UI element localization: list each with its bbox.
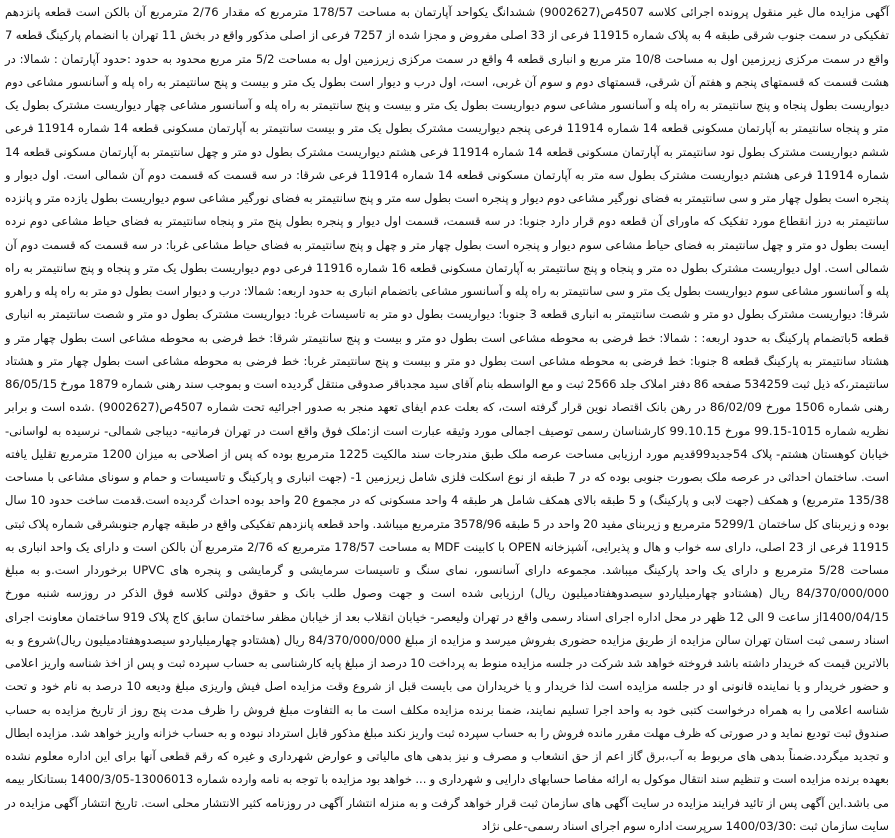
auction-notice-text: آگهی مزایده مال غیر منقول پرونده اجرائی کلاسه 4507ص(9002627) ششدانگ یکواحد آپارتمان به مساحت 178/57 مترمربع که مقدار 2/76 مترمربع آن بالکن است قطعه پانزدهم تفکیکی در سمت جنوب شرقی طبقه 4 به پلاک شماره 11915 فرعی از 33 اصلی مفروض و مجزا شده از 7257 فرعی از اصلی مذکور واقع در بخش 11 تهران با انضمام پارکینگ قطعه 7 واقع در سمت مرکزی زیرزمین اول به مساحت 10/8 متر مربع و انباری قطعه 4 واقع در سمت مرکزی زیرزمین اول به مساحت 5/2 متر مربع محدود به حدود :حدود آپارتمان : شمالا: در هشت قسمت که قسمتهای پنجم و هفتم آن شرقی، قسمتهای دوم و سوم آن غربی، است، اول درب و دیوار است بطول یک متر و بیست و پنج سانتیمتر به راه پله و آسانسور مشاعی دوم دیواریست بطول پنجاه و پنج سانتیمتر به راه پله و آسانسور مشاعی سوم دیواریست بطول یک متر و بیست و پنج سانتیمتر به راه پله و آسانسور مشاعی چهار دیواریست مشترک بطول یک متر و پنجاه سانتیمتر به آپارتمان مسکونی قطعه 14 شماره 11914 فرعی پنجم دیواریست مشترک بطول یک متر و بیست سانتیمتر به آپارتمان مسکونی قطعه 14 شماره 11914 فرعی ششم دیواریست مشترک بطول نود سانتیمتر به آپارتمان مسکونی قطعه 14 شماره 11914 فرعی هشتم دیواریست مشترک بطول دو متر و چهل سانتیمتر به آپارتمان مسکونی قطعه 14 شماره 11914 فرعی هشتم دیواریست مشترک بطول سه متر به آپارتمان مسکونی قطعه 14 شماره 11914 فرعی شرقا: در سه قسمت که قسمت دوم آن شمالی است. اول دیوار و پنجره است بطول چهار متر و سی سانتیمتر به فضای نورگیر مشاعی دوم دیوار و پنجره است بطول سه متر و پنج سانتیمتر به فضای نورگیر مشاعی سوم دیواریست بطول یازده متر و پانزده سانتیمتر به درز انقطاع مورد تفکیک که ماورای آن قطعه دوم قرار دارد جنوبا: در سه قسمت، قسمت اول دیوار و پنجره بطول پنج متر و پنجاه سانتیمتر به فضای حیاط مشاعی دوم نرده ایست بطول دو متر و چهل سانتیمتر به فضای حیاط مشاعی سوم دیوار و پنجره است بطول چهار متر و چهل و پنج سانتیمتر به فضای حیاط مشاعی غربا: در سه قسمت که قسمت دوم آن شمالی است. اول دیواریست مشترک بطول ده متر و پنجاه و پنج سانتیمتر به آپارتمان مسکونی قطعه 16 شماره 11916 فرعی دوم دیواریست بطول یک متر و پنجاه و پنج سانتیمتر به راه پله و آسانسور مشاعی سوم دیواریست بطول یک متر و سی سانتیمتر به راه پله و آسانسور مشاعی باتضمام انباری به حدود اربعه: شمالا: درب و دیوار است بطول دو متر به راه پله و راهرو شرقا: دیواریست مشترک بطول دو متر و شصت سانتیمتر به انباری قطعه 3 جنوبا: دیواریست بطول دو متر به تاسیسات غربا: دیواریست مشترک بطول دو متر و شصت سانتیمتر به انباری قطعه 5باتضمام پارکینگ به حدود اربعه: : شمالا: خط فرضی به محوطه مشاعی است بطول دو متر و بیست و پنج سانتیمتر شرقا: خط فرضی به محوطه مشاعی است بطول چهار متر و هشتاد سانتیمتر به پارکینگ قطعه 8 جنوبا: خط فرضی به محوطه مشاعی است بطول دو متر و بیست و پنج سانتیمتر غربا: خط فرضی به محوطه مشاعی است بطول چهار متر و هشتاد سانتیمتر،که ذیل ثبت 534259 صفحه 86 دفتر املاک جلد 2566 ثبت و مع الواسطه بنام آقای سید مجدباقر صدوقی منتقل گردیده است و بموجب سند رهنی شماره 1879 مورخ 86/05/15 رهنی شماره 1506 مورخ 86/02/09 در رهن بانک اقتصاد نوین قرار گرفته است، که بعلت عدم ایفای تعهد منجر به صدور اجرائیه تحت شماره 4507ص(9002627) .شده است و برابر نظریه شماره 1015-99.15 مورخ 99.10.15 کارشناسان رسمی توصیف اجمالی مورد وثیقه عبارت است از:ملک فوق واقع است در تهران فرمانیه- دیباجی شمالی- نرسیده به لواسانی- خیابان کوهستان هشتم- پلاک 54جدید99قدیم مورد ارزیابی مساحت عرصه ملک طبق مندرجات سند مالکیت 1225 مترمربع بوده که پس از اصلاحی به میزان 1200 مترمربع تقلیل یافته است. ساختمان احداثی در عرصه ملک بصورت جنوبی بوده که در 7 طبقه از نوع اسکلت فلزی شامل زیرزمین 1- (جهت انباری و پارکینگ و تاسیسات و حمام و سونای مشاعی با مساحت 135/38 مترمربع) و همکف (جهت لابی و پارکینگ) و 5 طبقه بالای همکف شامل هر طبقه 4 واحد مسکونی که در مجموع 20 واحد بوده احداث گردیده است.قدمت ساخت حدود 10 سال بوده و زیربنای کل ساختمان 5299/1 مترمربع و زیربنای مفید 20 واحد در 5 طبقه 3578/96 مترمربع میباشد. واحد قطعه پانزدهم تفکیکی واقع در طبقه چهارم جنوبشرقی شماره پلاک ثبتی 11915 فرعی از 23 اصلی، دارای سه خواب و هال و پذیرایی، آشپزخانه OPEN با کابینت MDF به مساحت 178/57 مترمربع که 2/76 مترمربع آن بالکن است و دارای یک واحد انباری به مساحت 5/28 مترمربع و دارای یک واحد پارکینگ میباشد. مجموعه دارای آسانسور، نمای سنگ و تاسیسات سرمایشی و گرمایشی و پنجره های UPVC برخوردار است.و به مبلغ 84/370/000/000 ریال (هشتادو چهارمیلیاردو سیصدوهفتادمیلیون ریال) ارزیابی شده است و جهت وصول طلب بانک و حقوق دولتی کلاسه فوق الذکر در روزسه شنبه مورخ 1400/04/15از ساعت 9 الی 12 ظهر در محل اداره اجرای اسناد رسمی واقع در تهران ولیعصر- خیابان انقلاب بعد از خیابان مظفر ساختمان سابق کاج پلاک 919 ساختمان معاونت اجرای اسناد رسمی ثبت استان تهران سالن مزایده از طریق مزایده حضوری بفروش میرسد و مزایده از مبلغ 84/370/000/000 ریال (هشتادو چهارمیلیاردو سیصدوهفتادمیلیون ریال)شروع و به بالاترین قیمت که خریدار داشته باشد فروخته خواهد شد شرکت در جلسه مزایده منوط به پرداخت 10 درصد از مبلغ پایه کارشناسی به حساب سپرده ثبت و پس از اخذ شناسه واریز اعلامی و حضور خریدار و یا نماینده قانونی او در جلسه مزایده است لذا خریدار و یا خریداران می بایست قبل از شروع وقت مزایده اصل فیش واریزی مبلغ ودیعه 10 درصد به نام خود و تحت شناسه اعلامی را به همراه درخواست کتبی خود به واحد اجرا تسلیم نمایند، ضمنا برنده مزایده مکلف است ما به التفاوت مبلغ فروش را ظرف مدت پنج روز از تاریخ مزایده به حساب صندوق ثبت تودیع نماید و در صورتی که ظرف مهلت مقرر مانده فروش را به حساب سپرده ثبت واریز نکند مبلغ مذکور قابل استرداد نبوده و به حساب خزانه واریز خواهد شد. مزایده ابطال و تجدید میگردد.ضمناً بدهی های مربوط به آب،برق گاز اعم از حق انشعاب و مصرف و نیز بدهی های مالیاتی و عوارض شهرداری و غیره که رقم قطعی آنها برای این اداره معلوم نشده بعهده برنده مزایده است و تنظیم سند انتقال موکول به ارائه مفاصا حسابهای دارایی و شهرداری و ... خواهد بود مزایده با توجه به نامه وارده شماره 13006013-1400/3/05 بستانکار بیمه می باشد.این آگهی پس از تائید فرایند مزایده در سایت آگهی های سازمان ثبت قرار خواهد گرفت و به منزله انتشار آگهی در روزنامه کثیر الانتشار محلی است. تاریخ انتشار آگهی مزایده در سایت سازمان ثبت :1400/03/30 سرپرست اداره سوم اجرای اسناد رسمی-علی نژاد xyxy=(5,5,890,833)
